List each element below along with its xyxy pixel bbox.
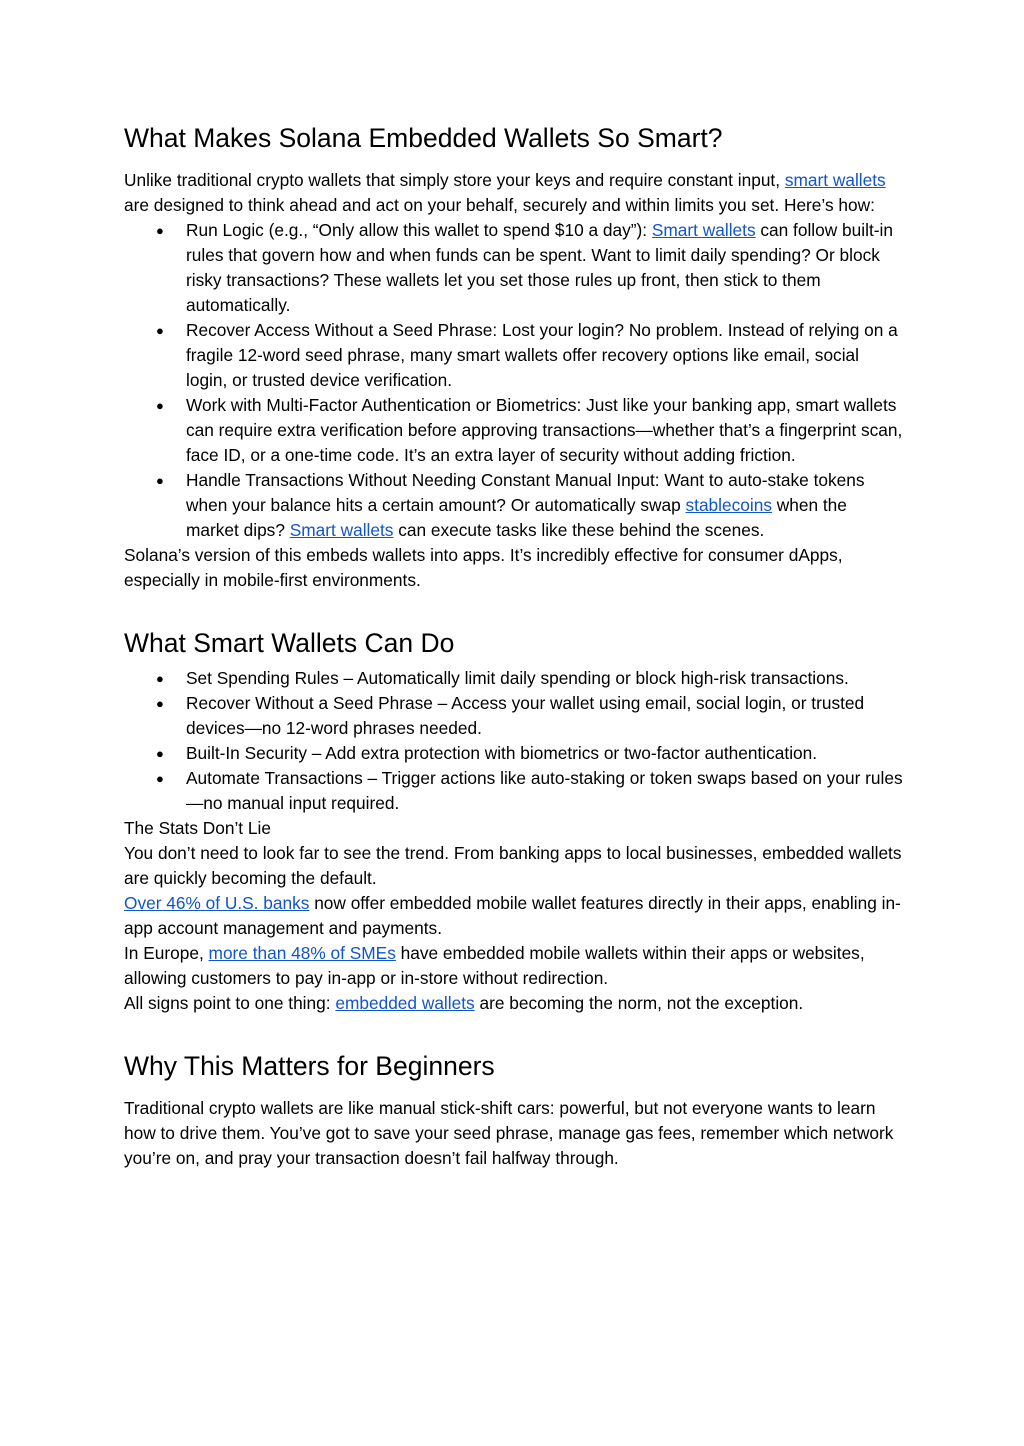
- list-item-text-mid: when the market dips?: [186, 495, 847, 540]
- bullet-icon: ●: [156, 398, 164, 413]
- bullet-icon: ●: [156, 473, 164, 488]
- heading-what-smart-wallets-can-do: What Smart Wallets Can Do: [124, 628, 455, 658]
- list-item: [124, 393, 904, 468]
- list-item-text-cont: can follow built-in rules that govern how and when funds can be spent. Want to limit daily spending? Or block risky transactions? These wallets let you set those rules up front, then stick to them automatically.: [186, 220, 893, 315]
- conclusion-text-cont: are becoming the norm, not the exception.: [474, 993, 804, 1013]
- link-smes[interactable]: more than 48% of SMEs: [208, 943, 396, 963]
- list-item-text: Built-In Security – Add extra protection with biometrics or two-factor authentication.: [186, 743, 818, 763]
- beginners-paragraph: Traditional crypto wallets are like manual stick-shift cars: powerful, but not everyone wants to learn how to drive them. You’ve got to save your seed phrase, manage gas fees, remember which network you’re on, and pray your transaction doesn’t fail halfway through.: [124, 1098, 894, 1168]
- list-item: [124, 691, 904, 741]
- bullet-icon: ●: [156, 696, 164, 711]
- link-smart-wallets[interactable]: Smart wallets: [651, 220, 756, 240]
- intro-text: Unlike traditional crypto wallets that simply store your keys and require constant input,: [124, 170, 785, 190]
- list-item-text: Recover Without a Seed Phrase – Access your wallet using email, social login, or trusted devices—no 12-word phrases needed.: [186, 693, 865, 738]
- document-page: [124, 118, 904, 1171]
- list-item: [124, 766, 904, 816]
- intro-paragraph: [124, 168, 904, 218]
- capabilities-list: [124, 666, 904, 816]
- bullet-icon: ●: [156, 323, 164, 338]
- bullet-icon: ●: [156, 671, 164, 686]
- stats-title: The Stats Don’t Lie: [124, 818, 271, 838]
- list-item: [124, 468, 904, 543]
- intro-text-cont: are designed to think ahead and act on your behalf, securely and within limits you set. Here’s how:: [124, 195, 875, 215]
- stat-text: now offer embedded mobile wallet features directly in their apps, enabling in-app account management and payments.: [124, 893, 901, 938]
- stat-us-banks: [124, 891, 904, 941]
- link-smart-wallets[interactable]: Smart wallets: [289, 520, 394, 540]
- stat-text-cont: have embedded mobile wallets within their apps or websites, allowing customers to pay in-app or in-store without redirection.: [124, 943, 865, 988]
- stats-intro-paragraph: You don’t need to look far to see the trend. From banking apps to local businesses, embedded wallets are quickly becoming the default.: [124, 843, 902, 888]
- list-item-text: Handle Transactions Without Needing Constant Manual Input: Want to auto-stake tokens when your balance hits a certain amount? Or automatically swap: [186, 470, 865, 515]
- list-item-text: Set Spending Rules – Automatically limit daily spending or block high-risk transactions.: [186, 668, 849, 688]
- bullet-icon: ●: [156, 223, 164, 238]
- closing-paragraph: Solana’s version of this embeds wallets into apps. It’s incredibly effective for consumer dApps, especially in mobile-first environments.: [124, 545, 843, 590]
- list-item-text: Work with Multi-Factor Authentication or Biometrics: Just like your banking app, smart wallets can require extra verification before approving transactions—whether that’s a fingerprint scan, face ID, or a one-time code. It’s an extra layer of security without adding friction.: [186, 395, 903, 465]
- link-embedded-wallets[interactable]: embedded wallets: [335, 993, 475, 1013]
- conclusion-text: All signs point to one thing:: [124, 993, 336, 1013]
- list-item-text-cont: can execute tasks like these behind the scenes.: [393, 520, 765, 540]
- stat-europe-smes: [124, 941, 904, 991]
- list-item-text: Automate Transactions – Trigger actions like auto-staking or token swaps based on your rules—no manual input required.: [186, 768, 903, 813]
- list-item: [124, 218, 904, 318]
- list-item: [124, 741, 904, 766]
- conclusion-paragraph: [124, 991, 904, 1016]
- bullet-icon: ●: [156, 771, 164, 786]
- link-us-banks[interactable]: Over 46% of U.S. banks: [124, 893, 310, 913]
- list-item-text: Recover Access Without a Seed Phrase: Lost your login? No problem. Instead of relying on a fragile 12-word seed phrase, many smart wallets offer recovery options like email, social login, or trusted device verification.: [186, 320, 898, 390]
- link-smart-wallets[interactable]: smart wallets: [784, 170, 886, 190]
- list-item-text: Run Logic (e.g., “Only allow this wallet to spend $10 a day”):: [186, 220, 652, 240]
- bullet-icon: ●: [156, 746, 164, 761]
- list-item: [124, 666, 904, 691]
- list-item: [124, 318, 904, 393]
- heading-why-this-matters: Why This Matters for Beginners: [124, 1051, 495, 1081]
- heading-solana-embedded-wallets: What Makes Solana Embedded Wallets So Smart?: [124, 123, 723, 153]
- stat-text: In Europe,: [124, 943, 209, 963]
- link-stablecoins[interactable]: stablecoins: [685, 495, 772, 515]
- smart-features-list: [124, 218, 904, 543]
